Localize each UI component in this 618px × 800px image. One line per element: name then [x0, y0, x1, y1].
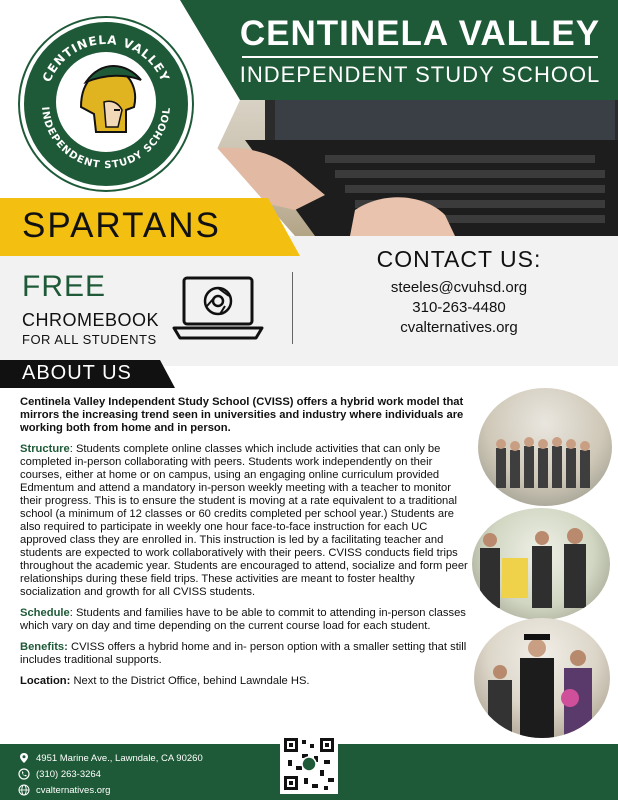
about-body [20, 396, 472, 696]
free-label: FREE [22, 270, 107, 303]
qr-code[interactable] [280, 734, 338, 794]
structure-paragraph [20, 443, 472, 599]
spartan-helmet-icon [56, 52, 156, 152]
students-label: FOR ALL STUDENTS [22, 332, 157, 347]
footer-address-text: 4951 Marine Ave., Lawndale, CA 90260 [36, 752, 203, 764]
schedule-paragraph [20, 607, 472, 633]
about-intro: Centinela Valley Independent Study School (CVISS) offers a hybrid work model that mirrors the increasing trend seen in universities and industry where individuals are working both from home and in person. [20, 396, 464, 434]
contact-website-link[interactable]: cvalternatives.org [400, 319, 518, 336]
school-title-line1: CENTINELA VALLEY [239, 14, 601, 53]
laptop-chrome-icon [170, 274, 266, 349]
globe-icon [18, 784, 30, 796]
group-photo-1 [478, 388, 612, 506]
about-heading: ABOUT US [22, 362, 132, 384]
structure-label: Structure [20, 443, 70, 455]
contact-phone[interactable]: 310-263-4480 [412, 299, 506, 316]
location-pin-icon [18, 752, 30, 764]
title-divider [242, 56, 598, 58]
footer-phone-text[interactable]: (310) 263-3264 [36, 768, 101, 780]
schedule-label: Schedule [20, 607, 70, 619]
svg-text:INDEPENDENT STUDY SCHOOL: INDEPENDENT STUDY SCHOOL [39, 106, 174, 172]
benefits-paragraph [20, 641, 472, 667]
vertical-divider [292, 272, 293, 344]
footer-address [18, 752, 203, 764]
contact-info [300, 278, 618, 338]
group-photo-2 [472, 508, 610, 620]
benefits-text: CVISS offers a hybrid home and in- person option with a smaller setting that still includes traditional supports. [20, 641, 467, 666]
school-title-line2: INDEPENDENT STUDY SCHOOL [239, 62, 601, 87]
mascot-name: SPARTANS [22, 206, 221, 245]
school-title [230, 14, 610, 88]
contact-email-link[interactable]: steeles@cvuhsd.org [390, 279, 528, 296]
graduation-photo [474, 618, 610, 738]
location-label: Location: [20, 675, 71, 687]
chromebook-label: CHROMEBOOK [22, 310, 160, 330]
school-logo [20, 18, 192, 190]
structure-text: : Students complete online classes which include activities that can only be completed in-person collaborating with peers. Students work independently on their courses, either at home or on campus, using an engaging online curriculum provided Edmentum and attend a mandatory in-person weekly meeting with a teacher to monitor their progress. This is to ensure the student is moving at a rate equivalent to a traditional school (a minimum of 12 classes or 60 credits completed per school year.) Students are also required to participate in weekly one hour face-to-face instruction for each UC approved class they are enrolled in. This instruction is led by a facilitating teacher and students are expected to work collaboratively with their peers. CVISS conducts field trips throughout the academic year. Students are encouraged to attend, socialize and form peer relationships during these field trips. These activities are meant to foster healthy socialization and growth for all CVISS students. [20, 443, 468, 598]
schedule-text: : Students and families have to be able to commit to attending in-person classes which vary on day and time depending on the current course load for each student. [20, 607, 466, 632]
footer-phone [18, 768, 101, 780]
contact-title: CONTACT US: [376, 246, 542, 272]
phone-icon [18, 768, 30, 780]
footer-website-text[interactable]: cvalternatives.org [36, 784, 111, 796]
benefits-label: Benefits: [20, 641, 68, 653]
svg-text:CENTINELA VALLEY: CENTINELA VALLEY [39, 32, 173, 85]
location-paragraph [20, 675, 472, 688]
footer-website [18, 784, 110, 796]
location-text: Next to the District Office, behind Lawndale HS. [70, 675, 310, 687]
